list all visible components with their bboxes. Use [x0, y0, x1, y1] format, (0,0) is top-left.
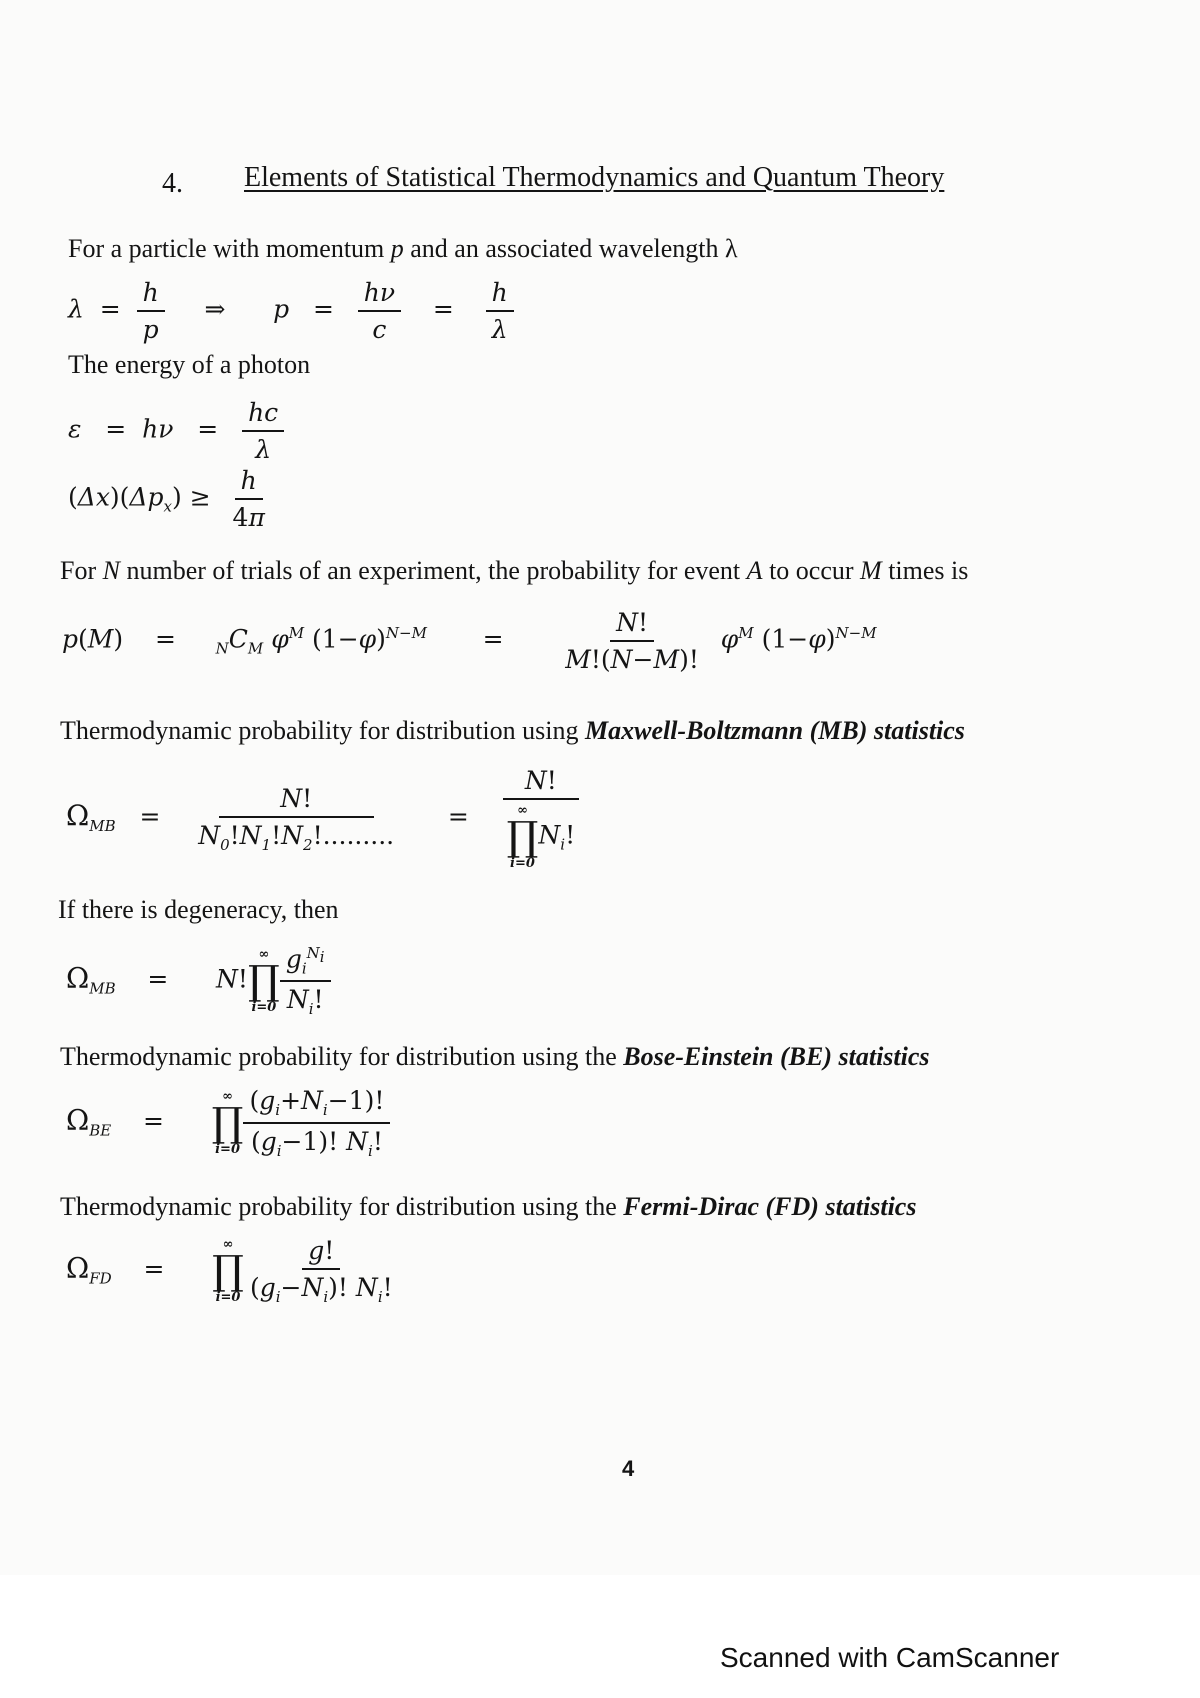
page-number: 4 [622, 1456, 635, 1481]
paragraph-momentum: For a particle with momentum p and an associated wavelength λ [68, 234, 738, 263]
equation-fd: $\Omega_{FD}$ = ∞ ∏ i=0 $\frac{g!}{(g_i-N_i)! N_i!}$ [66, 1236, 393, 1306]
section-number: 4. [162, 168, 183, 199]
equation-be: $\Omega_{BE}$ = ∞ ∏ i=0 $\frac{(g_i+N_i-1)!}{(g_i-1)! N_i!}$ [66, 1086, 390, 1160]
paragraph-fd: Thermodynamic probability for distribution using the Fermi-Dirac (FD) statistics [60, 1192, 917, 1221]
paragraph-photon-energy: The energy of a photon [68, 350, 311, 379]
paragraph-be: Thermodynamic probability for distribution using the Bose-Einstein (BE) statistics [60, 1042, 930, 1071]
scan-bottom-margin [0, 1575, 1200, 1698]
paragraph-degeneracy: If there is degeneracy, then [58, 895, 339, 924]
section-title: Elements of Statistical Thermodynamics and Quantum Theory [244, 162, 945, 193]
equation-uncertainty: $(\Delta x)(\Delta p_x)$ ≥ $\frac{h}{4\pi}$ [68, 466, 265, 532]
equation-mb-degenerate: $\Omega_{MB}$ = N! ∞ ∏ i=0 $\frac{g_i^{N_i}}{N_i!}$ [66, 944, 331, 1018]
equation-binomial: p(M) = $_NC_M$ $\varphi^M$ $(1-\varphi)^{N-M}$ = $\frac{N!}{M!(N-M)!}$ $\varphi^M$ $(1-\varphi)^{N-M}$ [62, 608, 877, 674]
paragraph-mb: Thermodynamic probability for distribution using Maxwell-Boltzmann (MB) statistics [60, 716, 965, 745]
equation-photon-energy: ε = hν = $\frac{hc}{\lambda}$ [68, 398, 284, 464]
equation-de-broglie: λ = $\frac{h}{p}$ ⇒ p = $\frac{h\nu}{c}$ = $\frac{h}{\lambda}$ [68, 278, 514, 344]
paragraph-trials: For N number of trials of an experiment, the probability for event A to occur M times is [60, 556, 969, 585]
equation-mb: $\Omega_{MB}$ = $\frac{N!}{N_0!N_1!N_2!.........}$ = N! ∞ ∏ i=0 $N_i$! [66, 766, 581, 871]
scanner-watermark: Scanned with CamScanner [720, 1642, 1060, 1673]
